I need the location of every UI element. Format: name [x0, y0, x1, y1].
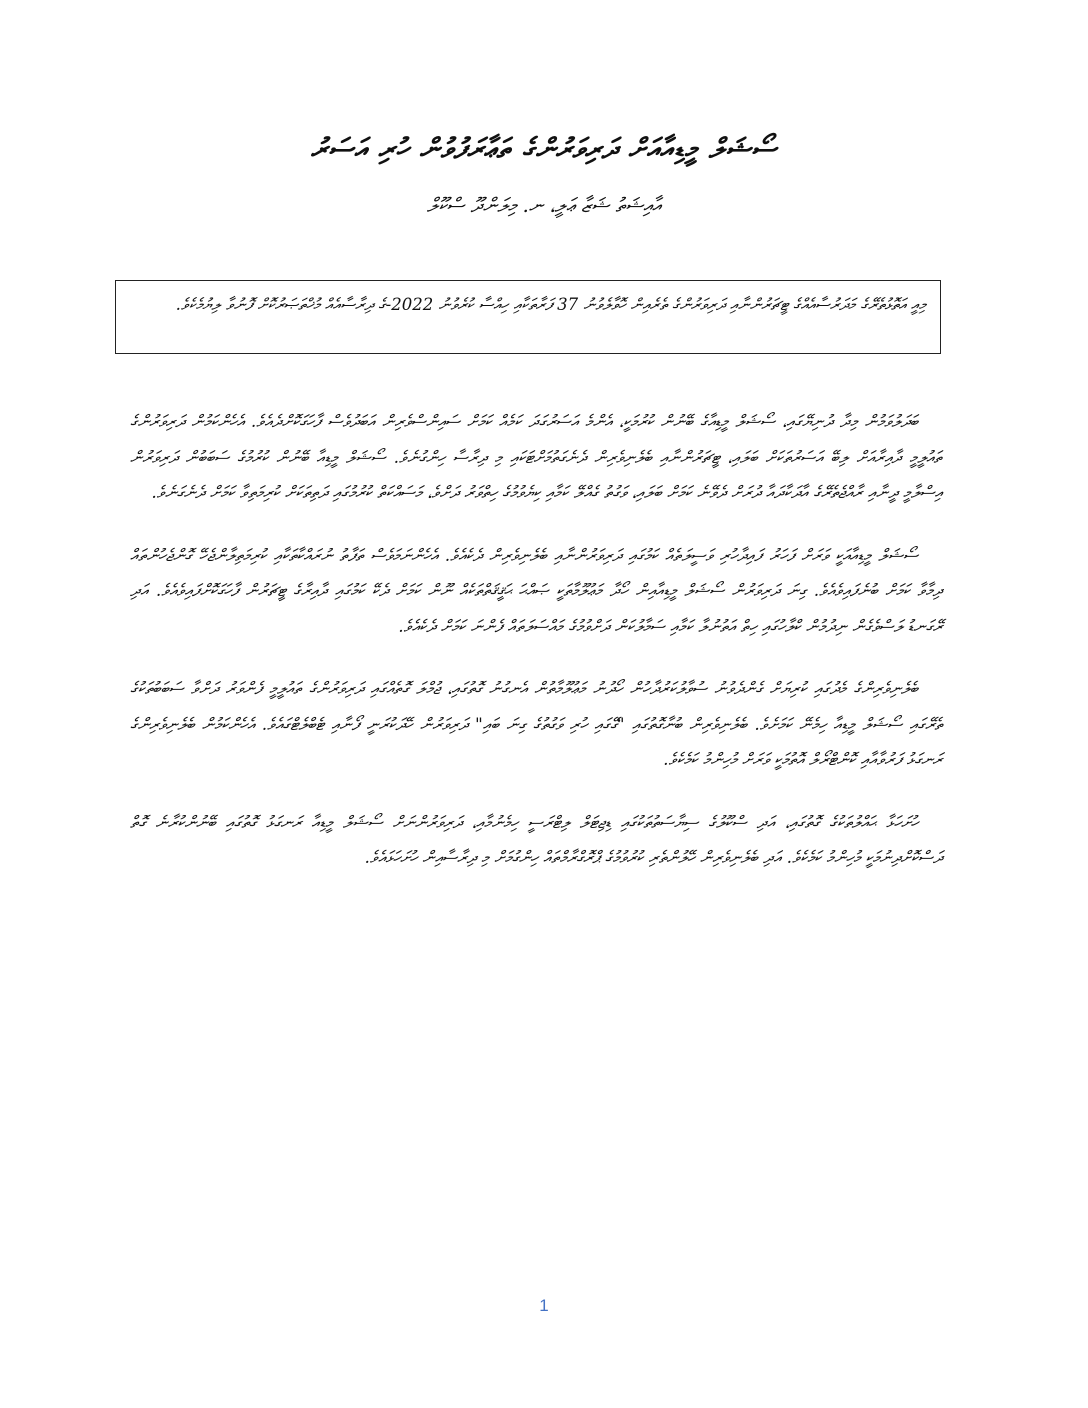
author-line: އާއިޝަތު ޝަޒާ ޢަލީ، ނ. މިލަންދޫ ސްކޫލް — [426, 193, 662, 217]
paragraph: ހުށަހަޅާ ޙައްލުތަކުގެ ގޮތުގައި، އަދި ސްކޫލުގެ ސިޔާސަތުތަކުގައި ޑިޖިޓަލް ލިޓްރަސީ ހިމެނުމާއި، ދަރިވަރުންނަށް ސޯޝަލް މީޑިއާ ރަނގަޅު ގޮތުގައި ބޭނުންކުރާނެ ގޮތް ދަސްކޮށްދިނުމަކީ މުހިންމު ކަމެކެވެ. އަދި ބެލެނިވެރިން ހޭލުންތެރި ކުރުވުމުގެ ޕްރޮގްރާމްތައް ހިންގުމަށް މި ދިރާސާއިން ހުށަހަޅައެވެ. — [130, 812, 942, 868]
paragraph: ބެލެނިވެރިންގެ މެދުގައި ކުރިޔަށް ގެންދެވުނު ސުވާލުކަރުދާހުން ހޯދުނު މަޢުލޫމާތުން އެނގުނު ގޮތުގައި، ޖުމްލަ ގޮތެއްގައި ދަރިވަރުންގެ ތައުލީމީ ފެންވަރު ދަށްވާ ސަބަބުތަކުގެ ތެރޭގައި ސޯޝަލް މީޑިއާ ހިމެނޭ ކަމަށެވެ. ބެލެނިވެރިން ބުނާގޮތުގައި "ގޭގައި ހުރި ވަގުތުގެ ގިނަ ބައި" ދަރިވަރުން ހޭދަކުރަނީ ފޯނާއި ޓެބްލެޓްގައެވެ. އެހެންކަމުން ބެލެނިވެރިންގެ ރަނގަޅު ފަރުވާއާއި ކޮންޓްރޯލް އޮތުމަކީ ވަރަށް މުހިންމު ކަމެކެވެ. — [130, 679, 942, 770]
paragraph: ބަދަލުވަމުން މިދާ ދުނިޔޭގައި، ސޯޝަލް މީޑިއާގެ ބޭނުން ކުރުމަކީ، އެންމެ އަސަރުގަދަ ކަމެއް ކަމަށް ސައިންސްވެރިން އަބަދުވެސް ފާހަގަކޮށްދެއެވެ. އެހެންކަމުން ދަރިވަރުންގެ ތައުލީމީ ދާއިރާއަށް ލިބޭ އަސަރުތަކަށް ބަލައި، ޓީޗަރުންނާއި ބެލެނިވެރިން ދެނެގަތުމަށްޓަކައި މި ދިރާސާ ހިންގުނެވެ. ސޯޝަލް މީޑިއާ ބޭނުން ކުރުމުގެ ސަބަބުން ދަރިވަރުން އިސްލާމީ ދީނާއި ރާއްޖެތެރޭގެ އާދަކާދައާ ދުރަށް ދެވޭނެ ކަމަށް ބަލައި، ވަގުތު ގެއްލޭ ކަމާއި ކިޔެވުމުގެ ހިތްވަރު ދަށްވެ، މަސައްކަތް ކުރުމުގައި ދަތިތަކަށް ކުރިމަތިވާ ކަމަށް ދެނެގަނެވެ. — [130, 412, 942, 503]
abstract-box: މިއީ އަތޮޅުތެރޭގެ މަދަރުސާއެއްގެ ޓީޗަރުންނާއި ދަރިވަރުންގެ ތެރެއިން ހޮވާލެވުނު 37 ފަރާތަކާއި ހިއްސާ ކުރެވުނު 2022-ގެ ދިރާސާއެއް މުޚްތަޞަރުކޮށް ފޮނުވާ ލިޔުމެކެވެ. — [115, 280, 941, 354]
document-title: ސޯޝަލް މީޑިއާއަށް ދަރިވަރުންގެ ތަޢާރަފުވުން ހުރި އަސަރު — [310, 132, 778, 165]
body-text — [130, 405, 942, 904]
paragraph: ސޯޝަލް މީޑިއާއަކީ ވަރަށް ފަހަރު ފައިދާހުރި ވަސީލަތެއް ކަމުގައި ދަރިވަރުންނާއި ބެލެނިވެރިން ދެކެއެވެ. އެހެންނަމަވެސް ތަފާތު ނުރައްކާތަކާއި ކުރިމަތިލާންޖެހޭ ގޮންޖެހުންތައް ދިމާވާ ކަމަށް ބުނެފައިވެއެވެ. ގިނަ ދަރިވަރުން ސޯޝަލް މީޑިއާއިން ހޯދާ މަޢުލޫމާތަކީ ޞައްޙަ ޙަޤީޤަތްތަކެއް ނޫން ކަމަށް ދެކޭ ކަމުގައި ދާއިރާގެ ޓީޗަރުން ފާހަގަކޮށްފައިވެއެވެ. އަދި ރޭގަނޑު ލަސްވެގެން ނިދުމުން ކްލާހުގައި ހިތް އަތުނުލާ ކަމާއި ސަމާލުކަން ދަށްވުމުގެ މައްސަލަތައް ފެންނަ ކަމަށް ދެކެއެވެ. — [130, 545, 942, 637]
page-number: 1 — [539, 1296, 549, 1315]
